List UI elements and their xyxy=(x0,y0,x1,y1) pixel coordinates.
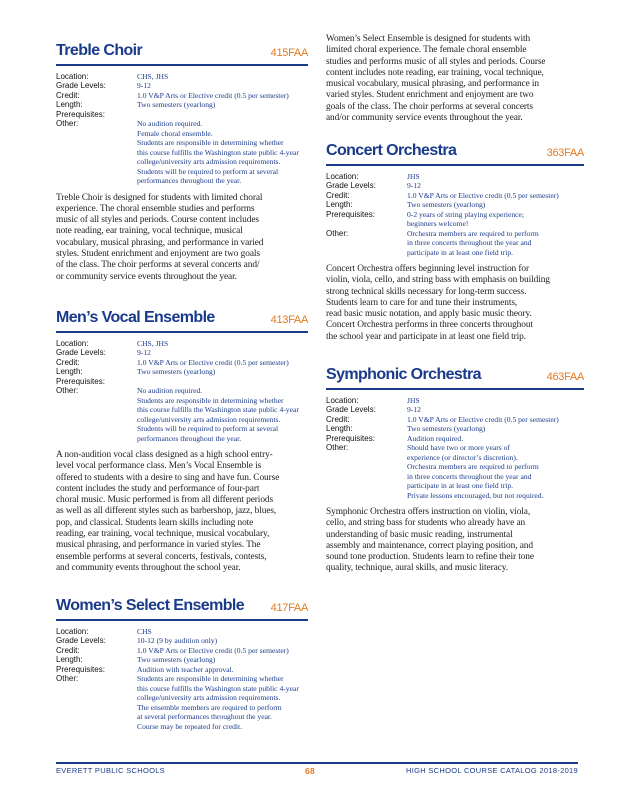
course-description xyxy=(326,264,584,343)
detail-value: in three concerts throughout the year and xyxy=(407,471,532,481)
detail-row xyxy=(56,386,308,443)
detail-label: Length: xyxy=(56,100,83,109)
detail-values xyxy=(137,386,308,443)
title-rule xyxy=(56,331,308,333)
description-line: musical phrasing, and performance in varied styles. The xyxy=(56,540,261,551)
description-line: read basic music notation, and apply basic music theory. xyxy=(326,309,532,320)
description-line: music of all styles and periods. Course content includes xyxy=(56,215,259,226)
detail-value: Two semesters (yearlong) xyxy=(407,200,486,209)
detail-value: JHS xyxy=(407,171,420,181)
detail-row xyxy=(56,377,308,387)
detail-value: No audition required. xyxy=(137,386,203,395)
detail-value: at several performances throughout the year. xyxy=(137,712,272,721)
detail-values xyxy=(137,119,308,186)
description-line: experience. The choral ensemble studies and performs xyxy=(56,203,255,214)
detail-values xyxy=(137,72,308,82)
description-line: pop, and classical. Students learn skills including note xyxy=(56,517,254,528)
detail-row xyxy=(56,655,308,665)
detail-label: Length: xyxy=(326,200,353,209)
detail-row xyxy=(56,674,308,731)
description-line: goals of the class. The choir performs at several concerts xyxy=(326,101,533,112)
description-line: assembly and maintenance, correct playing position, and xyxy=(326,540,533,551)
detail-label: Grade Levels: xyxy=(326,405,376,414)
detail-values xyxy=(137,110,308,120)
detail-value: college/university arts admission requirements. xyxy=(137,414,281,424)
detail-value: The ensemble members are required to perform xyxy=(137,702,282,712)
detail-value: Two semesters (yearlong) xyxy=(137,367,216,376)
detail-value: No audition required. xyxy=(137,119,203,128)
detail-values xyxy=(407,443,584,500)
detail-value: 9-12 xyxy=(407,405,421,414)
description-line: Students learn to care for and tune their instruments, xyxy=(326,297,518,308)
detail-label: Credit: xyxy=(326,190,350,200)
detail-values xyxy=(407,396,584,406)
detail-label: Location: xyxy=(56,626,89,636)
detail-values xyxy=(407,191,584,201)
description-line: as well as all different styles such as barbershop, jazz, blues, xyxy=(56,506,277,517)
detail-value: Students are responsible in determining whether xyxy=(137,395,284,405)
course-code: 363FAA xyxy=(546,147,584,159)
detail-row xyxy=(326,415,584,425)
detail-row xyxy=(56,110,308,120)
description-line: violin, viola, cello, and string bass with emphasis on building xyxy=(326,275,550,286)
description-line: content includes the study and performance of four-part xyxy=(56,483,260,494)
course-description xyxy=(56,193,308,283)
detail-value: 1.0 V&P Arts or Elective credit (0.5 per semester) xyxy=(407,414,559,424)
detail-row xyxy=(56,72,308,82)
description-line: Women’s Select Ensemble is designed for students with xyxy=(326,34,531,44)
course-header xyxy=(56,38,308,64)
detail-value xyxy=(137,377,308,387)
detail-value: 1.0 V&P Arts or Elective credit (0.5 per semester) xyxy=(137,357,289,367)
detail-label: Length: xyxy=(326,424,353,433)
course-details xyxy=(326,172,584,258)
detail-row xyxy=(326,443,584,500)
detail-row xyxy=(326,424,584,434)
course-title: Treble Choir xyxy=(56,42,143,59)
course-mens-vocal-ensemble xyxy=(56,305,308,574)
detail-label: Location: xyxy=(326,171,359,181)
detail-label: Location: xyxy=(56,338,89,348)
detail-label: Length: xyxy=(56,367,83,376)
detail-value: Two semesters (yearlong) xyxy=(137,655,216,664)
detail-label: Prerequisites: xyxy=(56,664,105,674)
detail-value: Private lessons encouraged, but not required. xyxy=(407,490,544,500)
course-title: Women’s Select Ensemble xyxy=(56,597,245,614)
description-line: strong technical skills necessary for long-term success. xyxy=(326,286,527,297)
detail-label: Other: xyxy=(326,443,349,452)
detail-value: 1.0 V&P Arts or Elective credit (0.5 per semester) xyxy=(137,645,289,655)
detail-value: Students are responsible in determining whether xyxy=(137,138,284,147)
description-line: ensemble performs at several concerts, festivals, contests, xyxy=(56,551,267,562)
description-line: the school year and participate in at least one field trip. xyxy=(326,331,527,342)
description-line: of the class. The choir performs at several concerts and/ xyxy=(56,260,260,271)
detail-value: this course fulfills the Washington state public 4-year xyxy=(137,683,299,693)
detail-values xyxy=(137,646,308,656)
description-line: choral music. Music performed is from all different periods xyxy=(56,495,274,506)
detail-value: Students will be required to perform at several xyxy=(137,166,279,176)
detail-value: this course fulfills the Washington state public 4-year xyxy=(137,405,299,414)
description-line: understanding of basic music reading, instrumental xyxy=(326,529,513,540)
page-number: 68 xyxy=(304,766,316,776)
description-line: note reading, ear training, vocal technique, musical xyxy=(56,226,243,237)
detail-value: participate in at least one field trip. xyxy=(407,247,514,257)
course-details xyxy=(56,627,308,732)
description-line: and community events throughout the school year. xyxy=(56,562,241,573)
detail-value: Students are responsible in determining whether xyxy=(137,674,284,683)
course-concert-orchestra xyxy=(326,138,584,343)
detail-row xyxy=(326,405,584,415)
detail-row xyxy=(56,665,308,675)
description-line: limited choral experience. The female choral ensemble xyxy=(326,45,527,56)
title-rule xyxy=(56,64,308,66)
detail-values xyxy=(407,181,584,191)
detail-value: Orchestra members are required to perform xyxy=(407,228,539,238)
description-line: level vocal performance class. Men’s Vocal Ensemble is xyxy=(56,461,262,472)
detail-values xyxy=(137,91,308,101)
detail-label: Location: xyxy=(56,71,89,81)
detail-values xyxy=(137,655,308,665)
course-header xyxy=(326,138,584,164)
detail-value: Students will be required to perform at several xyxy=(137,424,279,433)
detail-row xyxy=(56,646,308,656)
description-line: or community service events throughout the year. xyxy=(56,271,237,282)
detail-values xyxy=(137,358,308,368)
course-code: 413FAA xyxy=(270,314,308,326)
detail-value: Female choral ensemble. xyxy=(137,128,213,138)
detail-value: performances throughout the year. xyxy=(137,176,242,185)
detail-label: Grade Levels: xyxy=(56,81,106,90)
detail-value: Two semesters (yearlong) xyxy=(407,424,486,433)
description-line: Treble Choir is designed for students with limited choral xyxy=(56,192,263,203)
detail-values xyxy=(137,665,308,675)
description-line: vocabulary, musical phrasing, and performance in varied xyxy=(56,237,264,248)
course-description xyxy=(56,450,308,574)
course-details xyxy=(326,396,584,501)
detail-value: 1.0 V&P Arts or Elective credit (0.5 per semester) xyxy=(407,190,559,200)
detail-value: college/university arts admission requirements. xyxy=(137,693,281,702)
course-details xyxy=(56,72,308,186)
detail-values xyxy=(407,405,584,415)
detail-row xyxy=(326,229,584,258)
course-header xyxy=(56,305,308,331)
detail-label: Credit: xyxy=(56,357,80,367)
detail-value: 9-12 xyxy=(137,348,151,357)
detail-value: Orchestra members are required to perform xyxy=(407,462,539,471)
detail-values xyxy=(137,339,308,349)
detail-values xyxy=(137,81,308,91)
detail-row xyxy=(326,434,584,444)
detail-values xyxy=(407,200,584,210)
description-line: reading, ear training, vocal technique, musical vocabulary, xyxy=(56,529,270,540)
detail-value: 9-12 xyxy=(407,181,421,190)
detail-row xyxy=(56,91,308,101)
title-rule xyxy=(326,388,584,390)
detail-label: Prerequisites: xyxy=(56,376,105,386)
title-rule xyxy=(326,164,584,166)
detail-value: CHS xyxy=(137,626,152,636)
detail-label: Other: xyxy=(56,119,79,128)
description-line: offered to students with a desire to sing and have fun. Course xyxy=(56,472,280,483)
detail-label: Grade Levels: xyxy=(56,348,106,357)
title-rule xyxy=(56,619,308,621)
detail-values xyxy=(407,434,584,444)
course-title: Concert Orchestra xyxy=(326,142,457,159)
detail-row xyxy=(56,636,308,646)
detail-value: in three concerts throughout the year and xyxy=(407,238,532,247)
detail-value: 0-2 years of string playing experience; xyxy=(407,209,525,219)
detail-value: performances throughout the year. xyxy=(137,433,242,443)
footer-publisher: EVERETT PUBLIC SCHOOLS xyxy=(56,766,165,775)
detail-row xyxy=(56,339,308,349)
detail-values xyxy=(407,424,584,434)
detail-value: JHS xyxy=(407,395,420,405)
detail-value: experience (or director’s discretion). xyxy=(407,452,518,462)
detail-value: Course may be repeated for credit. xyxy=(137,721,242,731)
detail-value xyxy=(137,110,308,120)
detail-row xyxy=(56,119,308,186)
detail-values xyxy=(137,377,308,387)
detail-label: Other: xyxy=(56,386,79,395)
detail-label: Credit: xyxy=(56,90,80,100)
description-line: styles. Student enrichment and enjoyment are two goals xyxy=(56,248,260,259)
detail-value: Audition with teacher approval. xyxy=(137,664,234,674)
detail-values xyxy=(137,627,308,637)
detail-value: CHS, JHS xyxy=(137,71,169,81)
course-title: Symphonic Orchestra xyxy=(326,366,481,383)
description-line: Concert Orchestra performs in three concerts throughout xyxy=(326,320,533,331)
description-line: A non-audition vocal class designed as a high school entry- xyxy=(56,450,273,460)
description-line: studies and performs music of all styles and periods. Course xyxy=(326,56,546,67)
course-description xyxy=(326,507,584,575)
detail-label: Length: xyxy=(56,655,83,664)
description-line: Concert Orchestra offers beginning level instruction for xyxy=(326,264,530,274)
footer-rule xyxy=(56,762,578,764)
description-line: and/or community service events throughout the year. xyxy=(326,113,523,124)
course-header xyxy=(326,362,584,388)
detail-value: participate in at least one field trip. xyxy=(407,481,514,490)
course-code: 415FAA xyxy=(270,47,308,59)
detail-values xyxy=(407,210,584,229)
course-code: 463FAA xyxy=(546,371,584,383)
detail-row xyxy=(326,181,584,191)
detail-value: Two semesters (yearlong) xyxy=(137,100,216,109)
detail-label: Prerequisites: xyxy=(326,209,375,219)
detail-value: college/university arts admission requirements. xyxy=(137,157,281,166)
detail-values xyxy=(407,172,584,182)
detail-row xyxy=(56,358,308,368)
detail-row xyxy=(326,210,584,229)
detail-row xyxy=(326,396,584,406)
detail-value: Audition required. xyxy=(407,433,464,443)
detail-row xyxy=(56,81,308,91)
description-line: varied styles. Student enrichment and enjoyment are two xyxy=(326,90,534,101)
course-title: Men’s Vocal Ensemble xyxy=(56,309,215,326)
detail-value: Should have two or more years of xyxy=(407,443,510,452)
description-line: musical vocabulary, musical phrasing, and performance in xyxy=(326,79,539,90)
detail-row xyxy=(326,172,584,182)
detail-value: this course fulfills the Washington state public 4-year xyxy=(137,147,299,157)
course-symphonic-orchestra xyxy=(326,362,584,575)
detail-label: Prerequisites: xyxy=(56,109,105,119)
detail-value: CHS, JHS xyxy=(137,338,169,348)
detail-label: Prerequisites: xyxy=(326,433,375,443)
detail-label: Credit: xyxy=(326,414,350,424)
course-womens-select-ensemble xyxy=(56,593,308,731)
description-line: quality, technique, aural skills, and music literacy. xyxy=(326,563,508,574)
detail-label: Location: xyxy=(326,395,359,405)
detail-values xyxy=(407,229,584,258)
detail-values xyxy=(137,636,308,646)
detail-value: 1.0 V&P Arts or Elective credit (0.5 per semester) xyxy=(137,90,289,100)
course-treble-choir xyxy=(56,38,308,283)
detail-values xyxy=(137,367,308,377)
detail-row xyxy=(56,627,308,637)
description-line: Symphonic Orchestra offers instruction on violin, viola, xyxy=(326,507,531,517)
detail-values xyxy=(137,100,308,110)
description-line: content includes note reading, ear training, vocal technique, xyxy=(326,67,544,78)
description-line: sound tone production. Students learn to refine their tone xyxy=(326,552,534,563)
detail-values xyxy=(137,348,308,358)
detail-label: Other: xyxy=(326,228,349,238)
detail-row xyxy=(56,367,308,377)
detail-row xyxy=(326,191,584,201)
detail-label: Grade Levels: xyxy=(56,636,106,645)
continued-description xyxy=(326,34,545,124)
course-header xyxy=(56,593,308,619)
detail-label: Grade Levels: xyxy=(326,181,376,190)
detail-values xyxy=(137,674,308,731)
detail-value: beginners welcome! xyxy=(407,219,469,228)
description-line: cello, and string bass for students who already have an xyxy=(326,518,526,529)
detail-value: 10-12 (9 by audition only) xyxy=(137,636,218,645)
detail-value: 9-12 xyxy=(137,81,151,90)
footer-catalog-title: HIGH SCHOOL COURSE CATALOG 2018-2019 xyxy=(406,766,578,775)
detail-row xyxy=(56,100,308,110)
detail-values xyxy=(407,415,584,425)
detail-row xyxy=(326,200,584,210)
detail-label: Credit: xyxy=(56,645,80,655)
detail-label: Other: xyxy=(56,674,79,683)
course-details xyxy=(56,339,308,444)
detail-row xyxy=(56,348,308,358)
course-code: 417FAA xyxy=(270,602,308,614)
